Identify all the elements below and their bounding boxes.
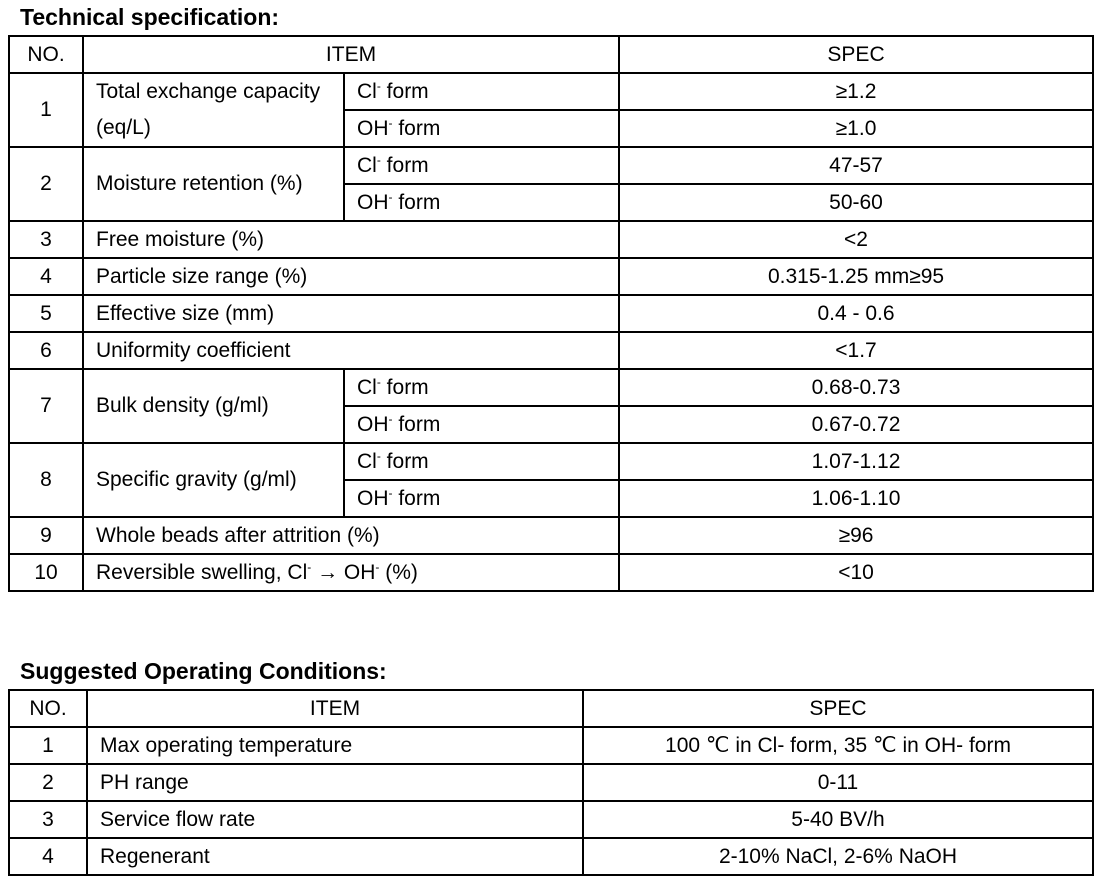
row-no: 7 <box>9 369 83 443</box>
row-spec: 2-10% NaCl, 2-6% NaOH <box>583 838 1093 875</box>
header-no: NO. <box>9 690 87 727</box>
row-spec: 0-11 <box>583 764 1093 801</box>
table-row <box>9 801 1093 838</box>
row-spec: 0.67-0.72 <box>619 406 1093 443</box>
table-row <box>9 517 1093 554</box>
row-item: Max operating temperature <box>87 727 583 764</box>
table-row <box>9 554 1093 591</box>
table-row <box>9 332 1093 369</box>
header-spec: SPEC <box>619 36 1093 73</box>
table-row <box>9 258 1093 295</box>
row-item: Reversible swelling, Cl- → OH- (%) <box>83 554 619 591</box>
table-header-row <box>9 36 1093 73</box>
table-row <box>9 147 1093 184</box>
row-spec: 0.4 - 0.6 <box>619 295 1093 332</box>
row-item: Uniformity coefficient <box>83 332 619 369</box>
form-label-cl: Cl- form <box>344 73 619 110</box>
row-spec: 0.315-1.25 mm≥95 <box>619 258 1093 295</box>
form-label-cl: Cl- form <box>344 147 619 184</box>
table-row <box>9 295 1093 332</box>
form-label-oh: OH- form <box>344 406 619 443</box>
row-no: 4 <box>9 838 87 875</box>
table-row <box>9 838 1093 875</box>
header-no: NO. <box>9 36 83 73</box>
row-spec: ≥1.2 <box>619 73 1093 110</box>
form-label-oh: OH- form <box>344 480 619 517</box>
row-no: 2 <box>9 147 83 221</box>
table-row <box>9 727 1093 764</box>
row-item: Service flow rate <box>87 801 583 838</box>
row-no: 3 <box>9 801 87 838</box>
row-no: 1 <box>9 73 83 147</box>
header-item: ITEM <box>83 36 619 73</box>
row-spec: <10 <box>619 554 1093 591</box>
table-header-row <box>9 690 1093 727</box>
row-no: 8 <box>9 443 83 517</box>
row-item: Regenerant <box>87 838 583 875</box>
form-label-oh: OH- form <box>344 184 619 221</box>
header-item: ITEM <box>87 690 583 727</box>
row-no: 3 <box>9 221 83 258</box>
operating-conditions-title: Suggested Operating Conditions: <box>20 658 387 684</box>
header-spec: SPEC <box>583 690 1093 727</box>
form-label-cl: Cl- form <box>344 443 619 480</box>
row-item: Total exchange capacity (eq/L) <box>83 73 344 147</box>
row-no: 2 <box>9 764 87 801</box>
row-spec: 0.68-0.73 <box>619 369 1093 406</box>
row-item: Particle size range (%) <box>83 258 619 295</box>
row-spec: 50-60 <box>619 184 1093 221</box>
row-no: 1 <box>9 727 87 764</box>
row-no: 6 <box>9 332 83 369</box>
form-label-oh: OH- form <box>344 110 619 147</box>
row-no: 4 <box>9 258 83 295</box>
row-item: Specific gravity (g/ml) <box>83 443 344 517</box>
form-label-cl: Cl- form <box>344 369 619 406</box>
row-spec: 5-40 BV/h <box>583 801 1093 838</box>
row-item: Free moisture (%) <box>83 221 619 258</box>
tech-spec-table <box>8 35 1094 592</box>
row-spec: ≥1.0 <box>619 110 1093 147</box>
row-item: Moisture retention (%) <box>83 147 344 221</box>
row-no: 10 <box>9 554 83 591</box>
table-row <box>9 443 1093 480</box>
table-row <box>9 221 1093 258</box>
tech-spec-title: Technical specification: <box>20 4 280 30</box>
row-spec: <1.7 <box>619 332 1093 369</box>
row-spec: 1.06-1.10 <box>619 480 1093 517</box>
row-spec: 1.07-1.12 <box>619 443 1093 480</box>
row-no: 9 <box>9 517 83 554</box>
operating-conditions-table <box>8 689 1094 876</box>
row-spec: 100 ℃ in Cl- form, 35 ℃ in OH- form <box>583 727 1093 764</box>
row-item: Effective size (mm) <box>83 295 619 332</box>
row-spec: ≥96 <box>619 517 1093 554</box>
row-item: Bulk density (g/ml) <box>83 369 344 443</box>
row-item: Whole beads after attrition (%) <box>83 517 619 554</box>
row-spec: <2 <box>619 221 1093 258</box>
row-spec: 47-57 <box>619 147 1093 184</box>
row-no: 5 <box>9 295 83 332</box>
table-row <box>9 369 1093 406</box>
row-item: PH range <box>87 764 583 801</box>
table-row <box>9 764 1093 801</box>
table-row <box>9 73 1093 110</box>
